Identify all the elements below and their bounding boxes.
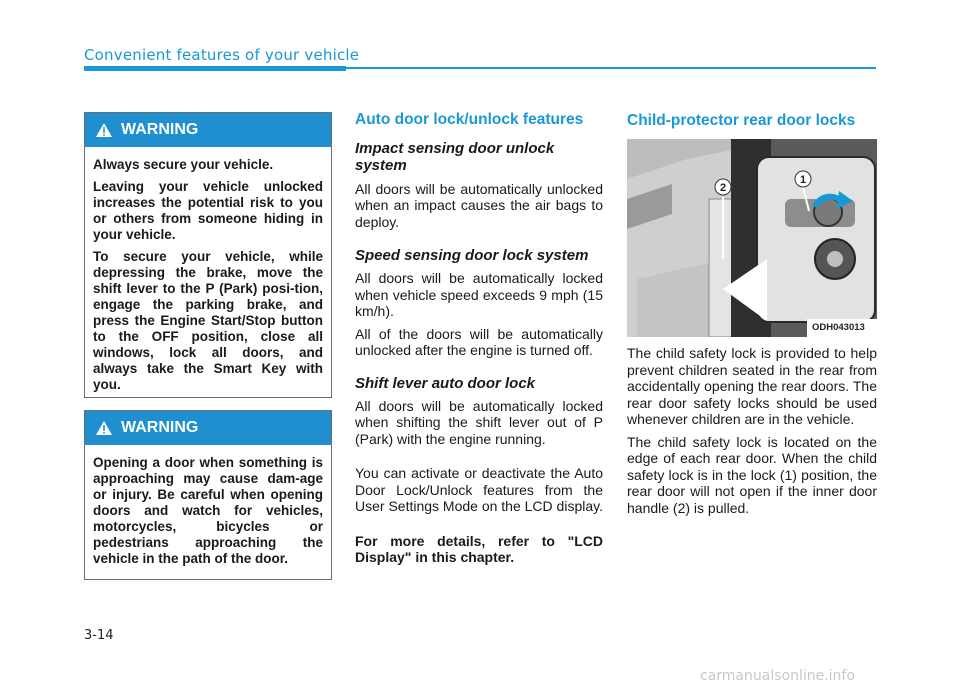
page-number: 3-14 bbox=[84, 628, 114, 643]
warning-icon bbox=[95, 420, 113, 436]
child-lock-figure bbox=[627, 139, 877, 337]
callout-1: 1 bbox=[799, 174, 807, 186]
warning-label: WARNING bbox=[121, 121, 199, 138]
warning-box-door bbox=[84, 410, 332, 580]
warning-text: To secure your vehicle, while depressing the brake, move the shift lever to the P (Park) posi-tion, engage the parking brake, and press the Engine Start/Stop button to the OFF position, close all windows, lock all doors, and always take the Smart Key with you. bbox=[93, 249, 323, 392]
warning-icon bbox=[95, 122, 113, 138]
paragraph: You can activate or deactivate the Auto Door Lock/Unlock features from the User Settings Mode on the LCD display. bbox=[355, 465, 603, 514]
warning-box-secure bbox=[84, 112, 332, 398]
subheading-shift-lever: Shift lever auto door lock bbox=[355, 374, 536, 392]
right-column bbox=[627, 345, 877, 522]
header-rule bbox=[346, 67, 876, 69]
paragraph: All doors will be automatically locked when vehicle speed exceeds 9 mph (15 km/h). bbox=[355, 270, 603, 319]
warning-label: WARNING bbox=[121, 419, 199, 436]
section-title: Convenient features of your vehicle bbox=[84, 46, 360, 64]
warning-header bbox=[85, 113, 331, 147]
callout-2: 2 bbox=[719, 182, 727, 194]
warning-text: Leaving your vehicle unlocked increases the potential risk to you or others from someone hiding in your vehicle. bbox=[93, 179, 323, 242]
warning-text: Opening a door when something is approaching may cause dam-age or injury. Be careful when opening doors and watch for vehicles, motorcycles, bicycles or pedestrians approaching the vehicle in the path of the door. bbox=[93, 455, 323, 566]
subheading-impact-sensing: Impact sensing door unlock system bbox=[355, 139, 555, 174]
heading-auto-door-lock: Auto door lock/unlock features bbox=[355, 111, 584, 128]
watermark: carmanualsonline.info bbox=[700, 668, 855, 684]
header-bar bbox=[84, 66, 346, 71]
paragraph: All of the doors will be automatically unlocked after the engine is turned off. bbox=[355, 325, 603, 358]
subheading-speed-sensing: Speed sensing door lock system bbox=[355, 247, 589, 264]
middle-column bbox=[355, 112, 603, 572]
warning-text: Always secure your vehicle. bbox=[93, 157, 274, 172]
warning-header bbox=[85, 411, 331, 445]
paragraph: The child safety lock is located on the edge of each rear door. When the child safety lock is in the lock (1) position, the rear door will not open if the inner door handle (2) is pulled. bbox=[627, 433, 877, 516]
heading-child-protector: Child-protector rear door locks bbox=[627, 112, 856, 129]
paragraph: All doors will be automatically locked when shifting the shift lever out of P (Park) with the engine running. bbox=[355, 397, 603, 447]
paragraph: All doors will be automatically unlocked when an impact causes the air bags to deploy. bbox=[355, 180, 603, 230]
figure-code: ODH043013 bbox=[812, 322, 865, 333]
paragraph: The child safety lock is provided to help prevent children seated in the rear from accidentally opening the rear doors. The rear door safety locks should be used whenever children are in the vehicle. bbox=[627, 345, 877, 427]
paragraph-more-details: For more details, refer to "LCD Display" in this chapter. bbox=[355, 532, 603, 565]
